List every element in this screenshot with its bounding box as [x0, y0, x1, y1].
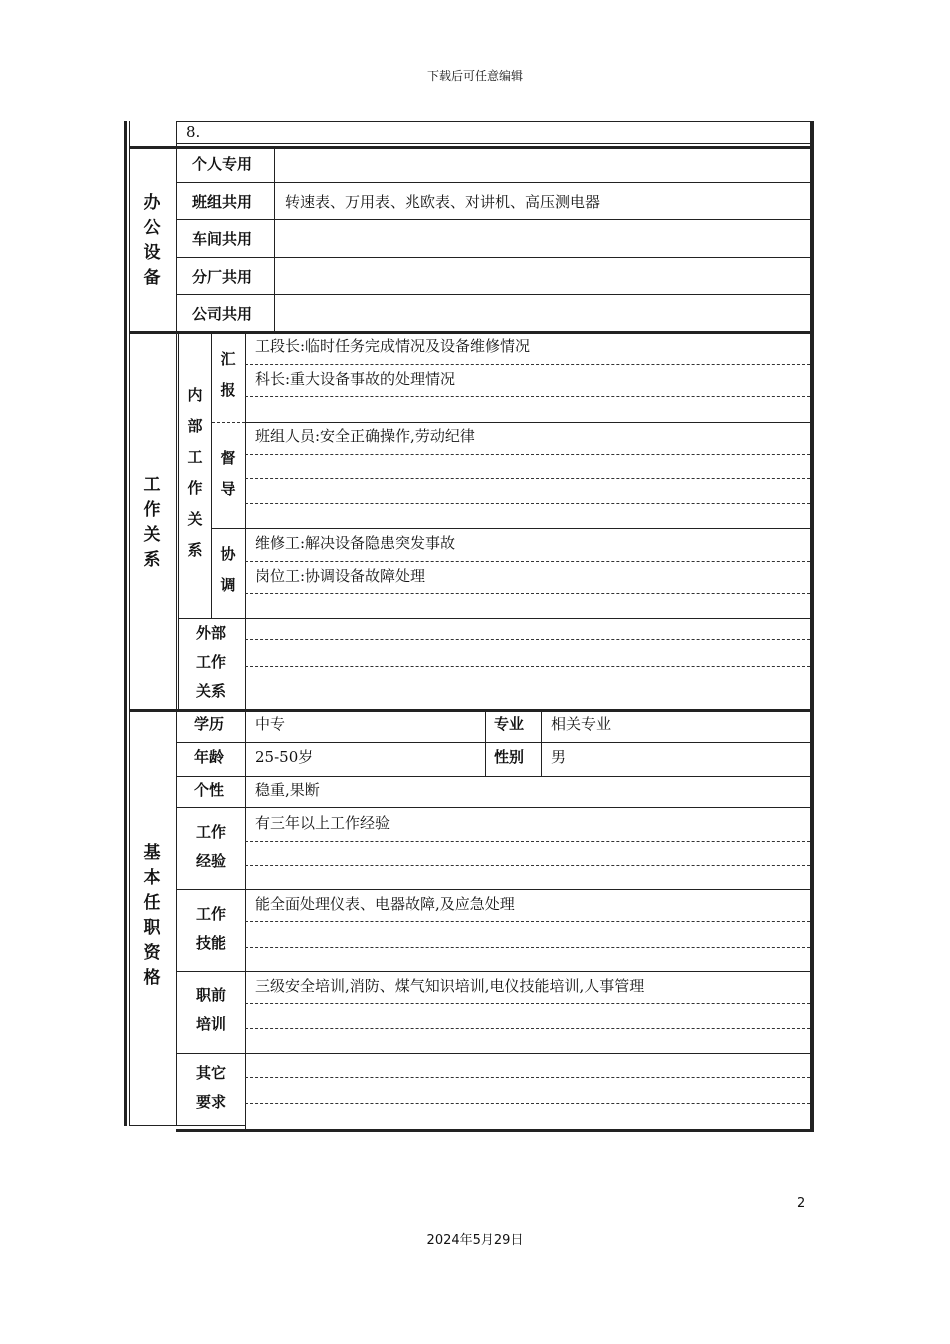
row-label-workshop: 车间共用	[192, 230, 253, 248]
experience-value: 有三年以上工作经验	[255, 814, 391, 832]
page-date: 2024年5月29日	[426, 1233, 524, 1248]
age-label: 年龄	[194, 748, 225, 766]
personality-label: 个性	[194, 781, 225, 799]
team-equipment-value: 转速表、万用表、兆欧表、对讲机、高压测电器	[285, 193, 601, 211]
report-line-2: 科长:重大设备事故的处理情况	[255, 370, 456, 388]
training-value: 三级安全培训,消防、煤气知识培训,电仪技能培训,人事管理	[255, 977, 645, 995]
office-equipment-title: 办公设备	[143, 193, 161, 288]
row-label-personal: 个人专用	[192, 155, 253, 173]
internal-relations-title: 内部工作关系	[187, 386, 203, 559]
skills-value: 能全面处理仪表、电器故障,及应急处理	[255, 895, 515, 913]
other-requirements-label: 其它 要求	[195, 1064, 226, 1111]
personality-value: 稳重,果断	[255, 781, 320, 799]
page-number: 2	[797, 1196, 806, 1211]
row-label-team: 班组共用	[192, 193, 253, 211]
work-relations-title: 工作关系	[143, 475, 161, 570]
coordinate-label: 协调	[220, 545, 236, 594]
job-description-table	[124, 121, 816, 1132]
education-value: 中专	[255, 715, 286, 733]
report-line-1: 工段长:临时任务完成情况及设备维修情况	[255, 337, 531, 355]
coordinate-line-2: 岗位工:协调设备故障处理	[255, 567, 426, 585]
major-value: 相关专业	[551, 715, 612, 733]
row-label-company: 公司共用	[192, 305, 253, 323]
gender-value: 男	[551, 748, 567, 766]
item-number: 8.	[186, 123, 201, 141]
training-label: 职前 培训	[195, 986, 226, 1033]
experience-label: 工作 经验	[195, 823, 226, 870]
age-value: 25-50岁	[255, 748, 314, 766]
gender-label: 性别	[494, 748, 525, 766]
page-header: 下载后可任意编辑	[426, 69, 523, 83]
supervise-line-1: 班组人员:安全正确操作,劳动纪律	[255, 427, 475, 445]
supervise-label: 督导	[220, 449, 236, 498]
skills-label: 工作 技能	[195, 905, 226, 952]
row-label-branch: 分厂共用	[192, 268, 253, 286]
qualifications-title: 基本任职资格	[143, 843, 161, 988]
external-relations-label: 外部 工作 关系	[195, 624, 226, 700]
coordinate-line-1: 维修工:解决设备隐患突发事故	[255, 534, 456, 552]
report-label: 汇报	[220, 350, 236, 399]
education-label: 学历	[194, 715, 225, 733]
major-label: 专业	[494, 715, 525, 733]
